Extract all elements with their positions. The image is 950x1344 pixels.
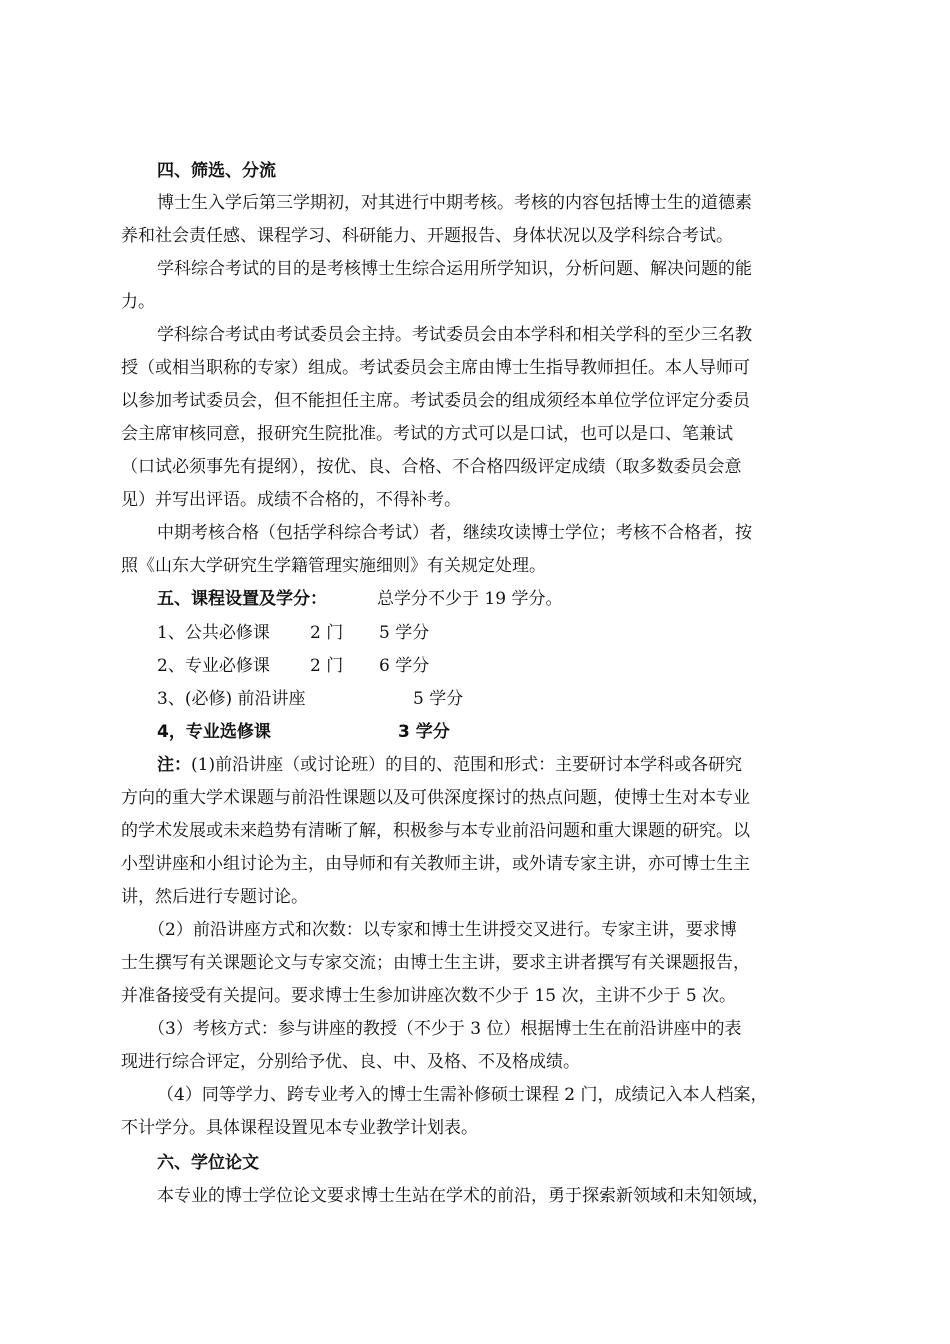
course-name: 4，专业选修课 <box>157 722 271 742</box>
section-6-line: 本专业的博士学位论文要求博士生站在学术的前沿，勇于探索新领域和未知领域， <box>157 1186 769 1206</box>
section-4-line: 中期考核合格（包括学科综合考试）者，继续攻读博士学位；考核不合格者，按 <box>157 523 752 543</box>
section-4-line: 学科综合考试由考试委员会主持。考试委员会由本学科和相关学科的至少三名教 <box>157 325 752 345</box>
course-credits: 5 学分 <box>413 689 464 709</box>
note-line: 不计学分。具体课程设置见本专业教学计划表。 <box>121 1118 478 1138</box>
note-line: 讲，然后进行专题讨论。 <box>121 887 308 907</box>
note-line: 士生撰写有关课题论文与专家交流；由博士生主讲，要求主讲者撰写有关课题报告， <box>121 953 750 973</box>
section-4-line: 授（或相当职称的专家）组成。考试委员会主席由博士生指导教师担任。本人导师可 <box>121 358 750 378</box>
note-line: （4）同等学力、跨专业考入的博士生需补修硕士课程 2 门，成绩记入本人档案， <box>157 1085 768 1105</box>
note-line: 方向的重大学术课题与前沿性课题以及可供深度探讨的热点问题，使博士生对本专业 <box>121 788 750 808</box>
note-line: 的学术发展或未来趋势有清晰了解，积极参与本专业前沿问题和重大课题的研究。以 <box>121 821 750 841</box>
section-4-line: 力。 <box>121 292 155 312</box>
course-credits: 6 学分 <box>379 656 430 676</box>
note-line: 小型讲座和小组讨论为主，由导师和有关教师主讲，或外请专家主讲，亦可博士生主 <box>121 854 750 874</box>
section-5-heading: 五、课程设置及学分： <box>157 589 327 609</box>
total-credits: 总学分不少于 19 学分。 <box>377 589 563 609</box>
note-line: 现进行综合评定，分别给予优、良、中、及格、不及格成绩。 <box>121 1052 580 1072</box>
section-4-line: 养和社会责任感、课程学习、科研能力、开题报告、身体状况以及学科综合考试。 <box>121 226 733 246</box>
note-label: 注： <box>157 755 191 775</box>
section-4-line: 学科综合考试的目的是考核博士生综合运用所学知识，分析问题、解决问题的能 <box>157 259 752 279</box>
section-4-line: 博士生入学后第三学期初，对其进行中期考核。考核的内容包括博士生的道德素 <box>157 193 752 213</box>
note-line: （2）前沿讲座方式和次数：以专家和博士生讲授交叉进行。专家主讲，要求博 <box>148 920 737 940</box>
section-4-heading: 四、筛选、分流 <box>157 161 276 181</box>
course-count: 2 门 <box>310 656 344 676</box>
section-6-heading: 六、学位论文 <box>157 1153 259 1173</box>
note-text: (1)前沿讲座（或讨论班）的目的、范围和形式：主要研讨本学科或各研究 <box>191 755 743 775</box>
course-name: 3、(必修) 前沿讲座 <box>157 689 306 709</box>
course-credits: 3 学分 <box>398 722 450 742</box>
note-line <box>157 752 742 778</box>
course-credits: 5 学分 <box>379 623 430 643</box>
section-4-line: 以参加考试委员会，但不能担任主席。考试委员会的组成须经本单位学位评定分委员 <box>121 391 750 411</box>
course-name: 1、公共必修课 <box>157 623 270 643</box>
course-count: 2 门 <box>310 623 344 643</box>
section-4-line: 会主席审核同意，报研究生院批准。考试的方式可以是口试，也可以是口、笔兼试 <box>121 424 733 444</box>
section-4-line: 照《山东大学研究生学籍管理实施细则》有关规定处理。 <box>121 556 546 576</box>
section-4-line: 见）并写出评语。成绩不合格的，不得补考。 <box>121 490 461 510</box>
note-line: 并准备接受有关提问。要求博士生参加讲座次数不少于 15 次，主讲不少于 5 次。 <box>121 986 737 1006</box>
section-4-line: （口试必须事先有提纲），按优、良、合格、不合格四级评定成绩（取多数委员会意 <box>121 457 742 477</box>
note-line: （3）考核方式：参与讲座的教授（不少于 3 位）根据博士生在前沿讲座中的表 <box>148 1019 742 1039</box>
course-name: 2、专业必修课 <box>157 656 270 676</box>
